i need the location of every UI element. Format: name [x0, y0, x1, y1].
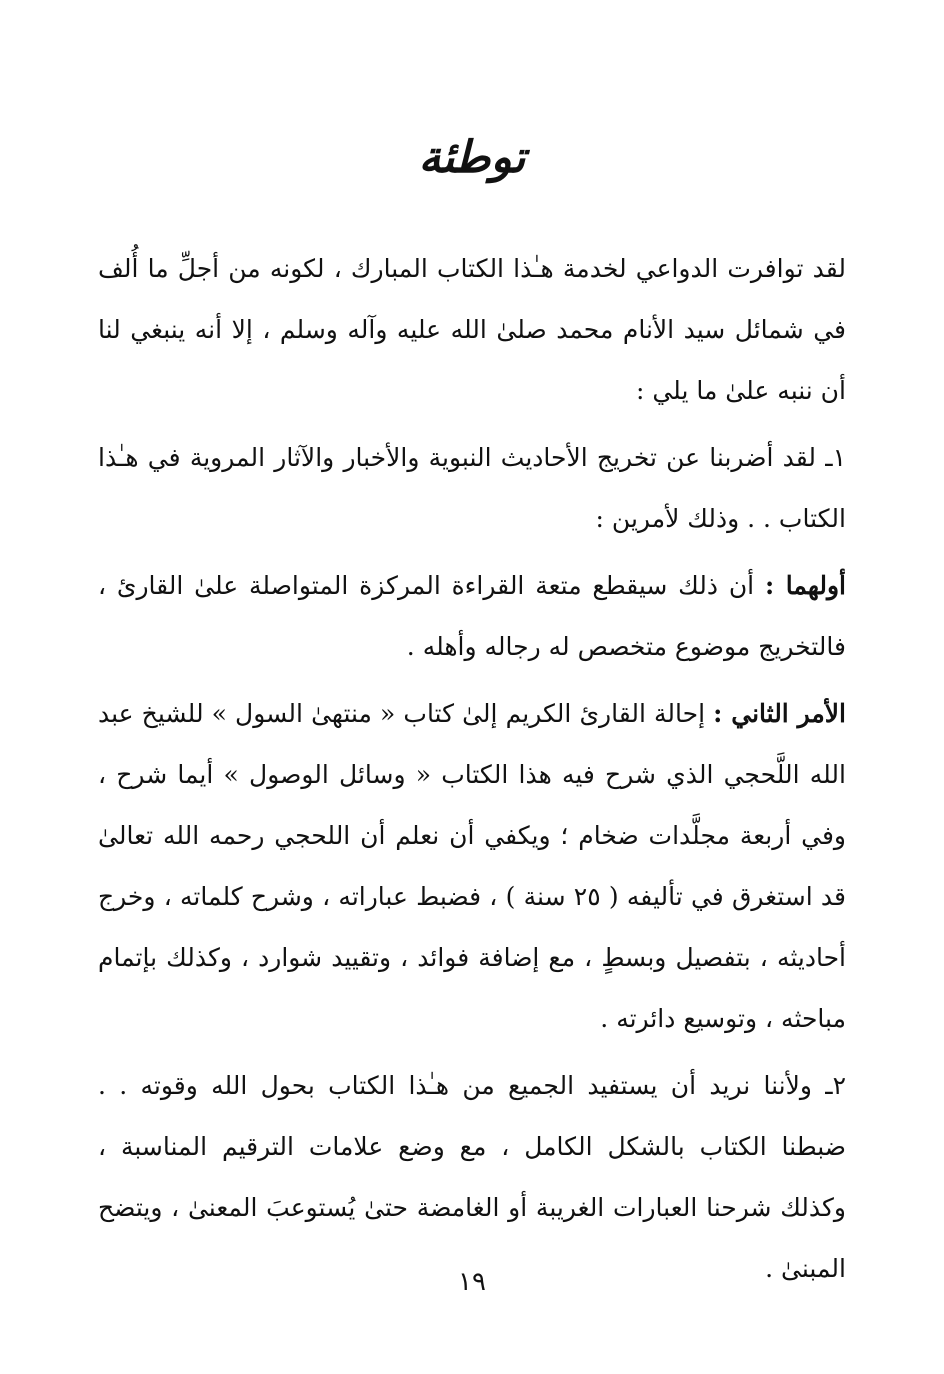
page-title: توطئة	[418, 132, 526, 183]
page-body	[98, 238, 846, 1305]
paragraph-text: إحالة القارئ الكريم إلىٰ كتاب « منتهىٰ السول » للشيخ عبد الله اللَّحجي الذي شرح فيه هذا الكتاب « وسائل الوصول » أيما شرح ، وفي أربعة مجلَّدات ضخام ؛ ويكفي أن نعلم أن اللحجي رحمه الله تعالىٰ قد استغرق في تأليفه ( ٢٥ سنة ) ، فضبط عباراته ، وشرح كلماته ، وخرج أحاديثه ، بتفصيل وبسطٍ ، مع إضافة فوائد ، وتقييد شوارد ، وكذلك بإتمام مباحثه ، وتوسيع دائرته .	[98, 699, 846, 1033]
paragraph-text: ١ـ لقد أضربنا عن تخريج الأحاديث النبوية والأخبار والآثار المروية في هـٰذا الكتاب . . وذلك لأمرين :	[98, 443, 846, 533]
paragraph-text: أن ذلك سيقطع متعة القراءة المركزة المتواصلة علىٰ القارئ ، فالتخريج موضوع متخصص له رجاله وأهله .	[98, 571, 846, 661]
first-reason-paragraph	[98, 555, 846, 677]
point-one-paragraph	[98, 427, 846, 549]
page-number: ١٩	[458, 1267, 486, 1297]
paragraph-lead: الأمر الثاني :	[713, 699, 846, 728]
second-reason-paragraph	[98, 683, 846, 1049]
paragraph-text: ٢ـ ولأننا نريد أن يستفيد الجميع من هـٰذا الكتاب بحول الله وقوته . . ضبطنا الكتاب بالشكل الكامل ، مع وضع علامات الترقيم المناسبة ، وكذلك شرحنا العبارات الغريبة أو الغامضة حتىٰ يُستوعبَ المعنىٰ ، ويتضح المبنىٰ .	[98, 1071, 846, 1283]
paragraph-text: لقد توافرت الدواعي لخدمة هـٰذا الكتاب المبارك ، لكونه من أجلِّ ما أُلف في شمائل سيد الأنام محمد صلىٰ الله عليه وآله وسلم ، إلا أنه ينبغي لنا أن ننبه علىٰ ما يلي :	[98, 254, 846, 405]
paragraph-lead: أولهما :	[764, 571, 846, 600]
intro-paragraph	[98, 238, 846, 421]
